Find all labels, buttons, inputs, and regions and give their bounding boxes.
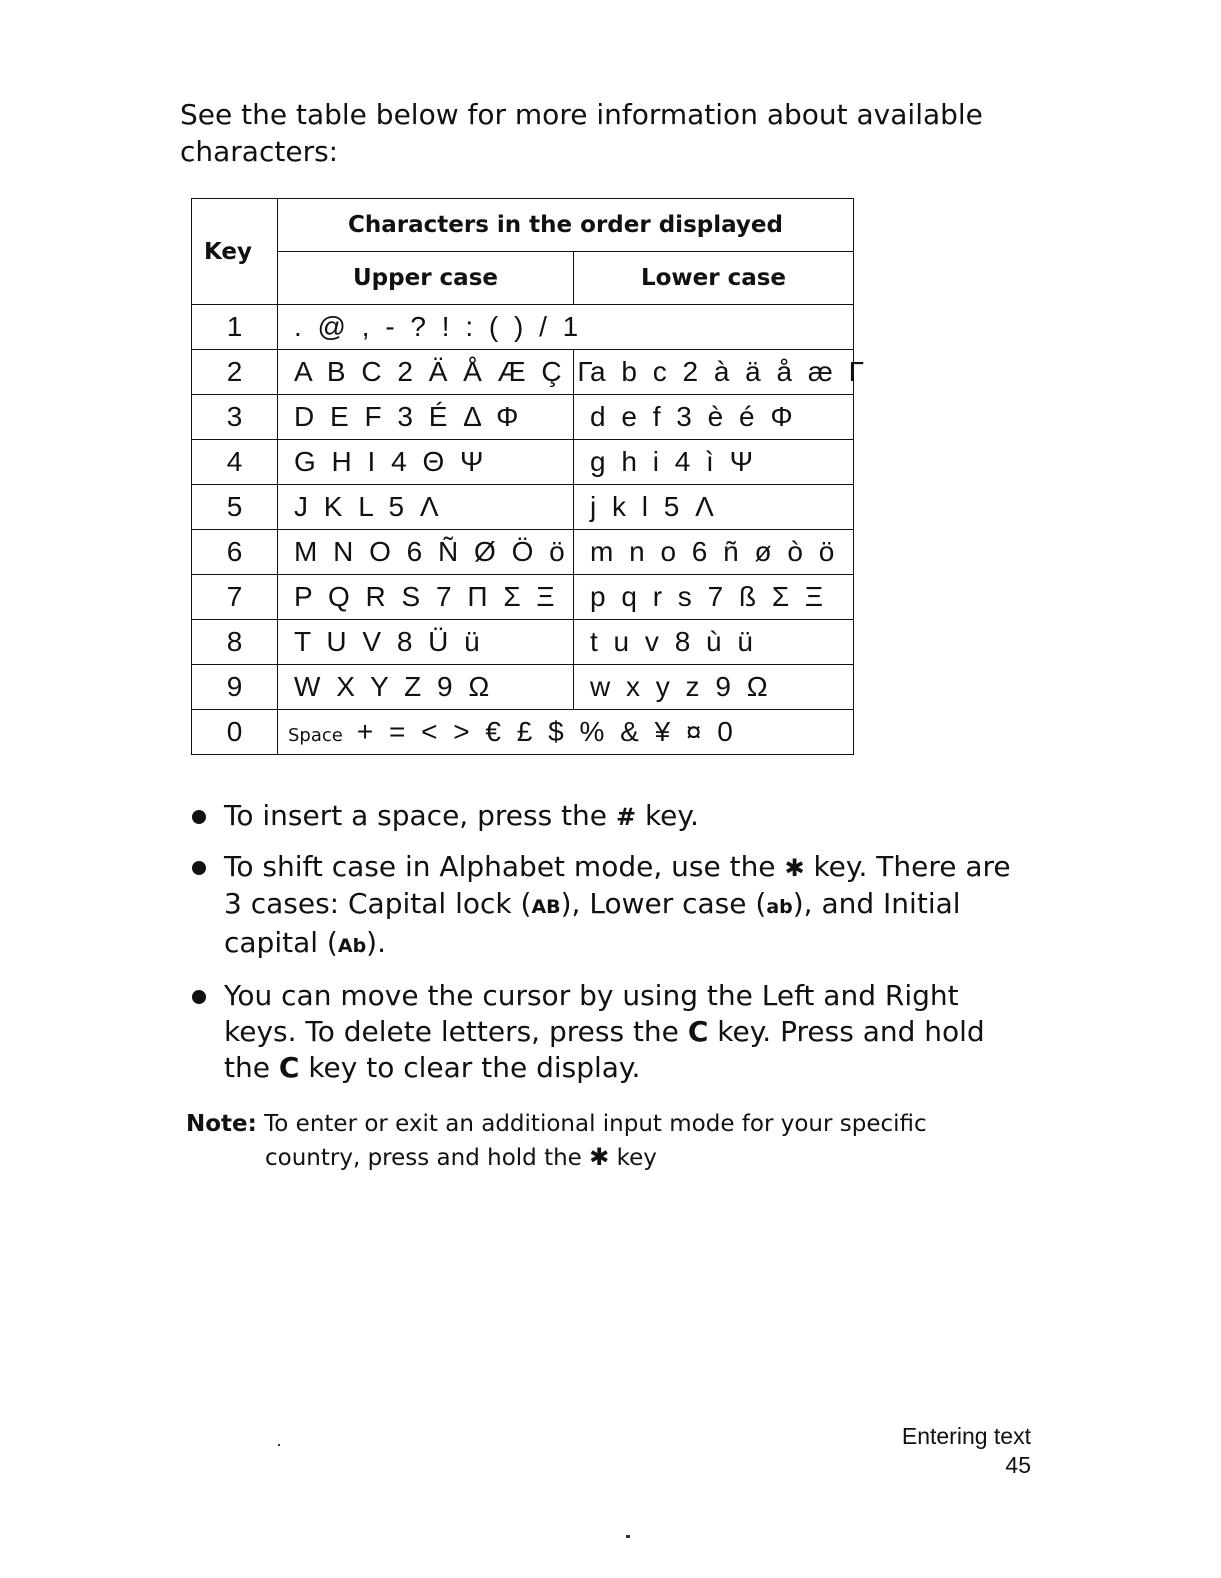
list-item — [190, 798, 1030, 835]
upper-case-cell: M N O 6 Ñ Ø Ö ö — [278, 530, 574, 575]
key-cell: 4 — [192, 440, 278, 485]
upper-case-cell: D E F 3 É Δ Φ — [278, 395, 574, 440]
table-row — [192, 665, 854, 710]
bullet-text: You can move the cursor by using the Left and Right keys. To delete letters, press the — [224, 979, 959, 1048]
upper-case-cell: T U V 8 Ü ü — [278, 620, 574, 665]
scan-speck — [278, 1444, 280, 1446]
capital-lock-icon: AB — [531, 896, 561, 918]
upper-case-cell: P Q R S 7 Π Σ Ξ — [278, 575, 574, 620]
page-number: 45 — [1005, 1452, 1031, 1478]
key-cell: 6 — [192, 530, 278, 575]
bullet-text: To insert a space, press the — [224, 799, 616, 832]
note-text: key — [609, 1145, 657, 1171]
key-cell: 7 — [192, 575, 278, 620]
note-label: Note: — [186, 1111, 257, 1137]
lower-case-icon: ab — [766, 896, 793, 918]
bullet-text: key. — [636, 799, 699, 832]
bullet-icon — [192, 810, 206, 824]
section-title: Entering text — [901, 1423, 1031, 1449]
table-row — [192, 350, 854, 395]
key-cell: 9 — [192, 665, 278, 710]
key-cell: 2 — [192, 350, 278, 395]
lower-case-cell: j k l 5 Λ — [574, 485, 854, 530]
key-column-header: Key — [192, 199, 278, 305]
bullet-text: key to clear the display. — [299, 1051, 641, 1084]
note-text: To enter or exit an additional input mode for your specific — [264, 1111, 927, 1137]
key-cell: 1 — [192, 305, 278, 350]
table-row — [192, 620, 854, 665]
table-row — [192, 440, 854, 485]
upper-case-cell: J K L 5 Λ — [278, 485, 574, 530]
table-row — [192, 305, 854, 350]
table-row — [192, 575, 854, 620]
note-text: country, press and hold the — [265, 1145, 590, 1171]
page-footer — [902, 1422, 1031, 1480]
list-item — [190, 978, 1030, 1086]
initial-capital-icon: Ab — [337, 935, 367, 957]
lower-case-cell: t u v 8 ù ü — [574, 620, 854, 665]
scan-speck — [626, 1535, 630, 1538]
symbols-text: + = < > € £ $ % & ¥ ¤ 0 — [356, 716, 737, 747]
intro-text: See the table below for more information about available characters: — [180, 98, 983, 168]
key-cell: 0 — [192, 710, 278, 755]
lower-case-cell: g h i 4 ì Ψ — [574, 440, 854, 485]
lower-case-cell: m n o 6 ñ ø ò ö — [574, 530, 854, 575]
table-row — [192, 530, 854, 575]
star-key-icon: ✱ — [784, 854, 805, 882]
bullet-icon — [192, 861, 206, 875]
key-cell: 5 — [192, 485, 278, 530]
hash-key-icon: # — [615, 803, 637, 831]
lower-case-header: Lower case — [574, 252, 854, 305]
table-row — [192, 710, 854, 755]
bullet-text: To shift case in Alphabet mode, use the — [224, 850, 785, 883]
bullet-text: key. There are 3 cases: Capital lock ( — [224, 850, 1011, 920]
tips-list — [190, 798, 1030, 1100]
bullet-text: ), Lower case ( — [560, 887, 767, 920]
upper-case-header: Upper case — [278, 252, 574, 305]
upper-case-cell: W X Y Z 9 Ω — [278, 665, 574, 710]
note-block — [186, 1108, 1006, 1175]
lower-case-cell: p q r s 7 ß Σ Ξ — [574, 575, 854, 620]
characters-cell: . @ , - ? ! : ( ) / 1 — [278, 305, 854, 350]
bullet-text: ). — [366, 926, 386, 959]
bullet-text: key. Press and hold the — [224, 1015, 985, 1084]
upper-case-cell: G H I 4 Θ Ψ — [278, 440, 574, 485]
bullet-icon — [192, 990, 206, 1004]
upper-case-cell: A B C 2 Ä Å Æ Ç Γ — [278, 350, 574, 395]
list-item — [190, 849, 1030, 964]
table-row — [192, 395, 854, 440]
characters-group-header: Characters in the order displayed — [278, 199, 854, 252]
bullet-text: ), and Initial capital ( — [224, 887, 961, 959]
characters-cell — [278, 710, 854, 755]
key-cell: 8 — [192, 620, 278, 665]
c-key-label: C — [278, 1051, 300, 1084]
table-row — [192, 485, 854, 530]
key-cell: 3 — [192, 395, 278, 440]
lower-case-cell: d e f 3 è é Φ — [574, 395, 854, 440]
lower-case-cell: a b c 2 à ä å æ Γ — [574, 350, 854, 395]
star-key-icon: ✱ — [589, 1143, 610, 1171]
character-table — [191, 198, 868, 755]
c-key-label: C — [687, 1015, 709, 1048]
space-label: Space — [288, 725, 343, 746]
lower-case-cell: w x y z 9 Ω — [574, 665, 854, 710]
